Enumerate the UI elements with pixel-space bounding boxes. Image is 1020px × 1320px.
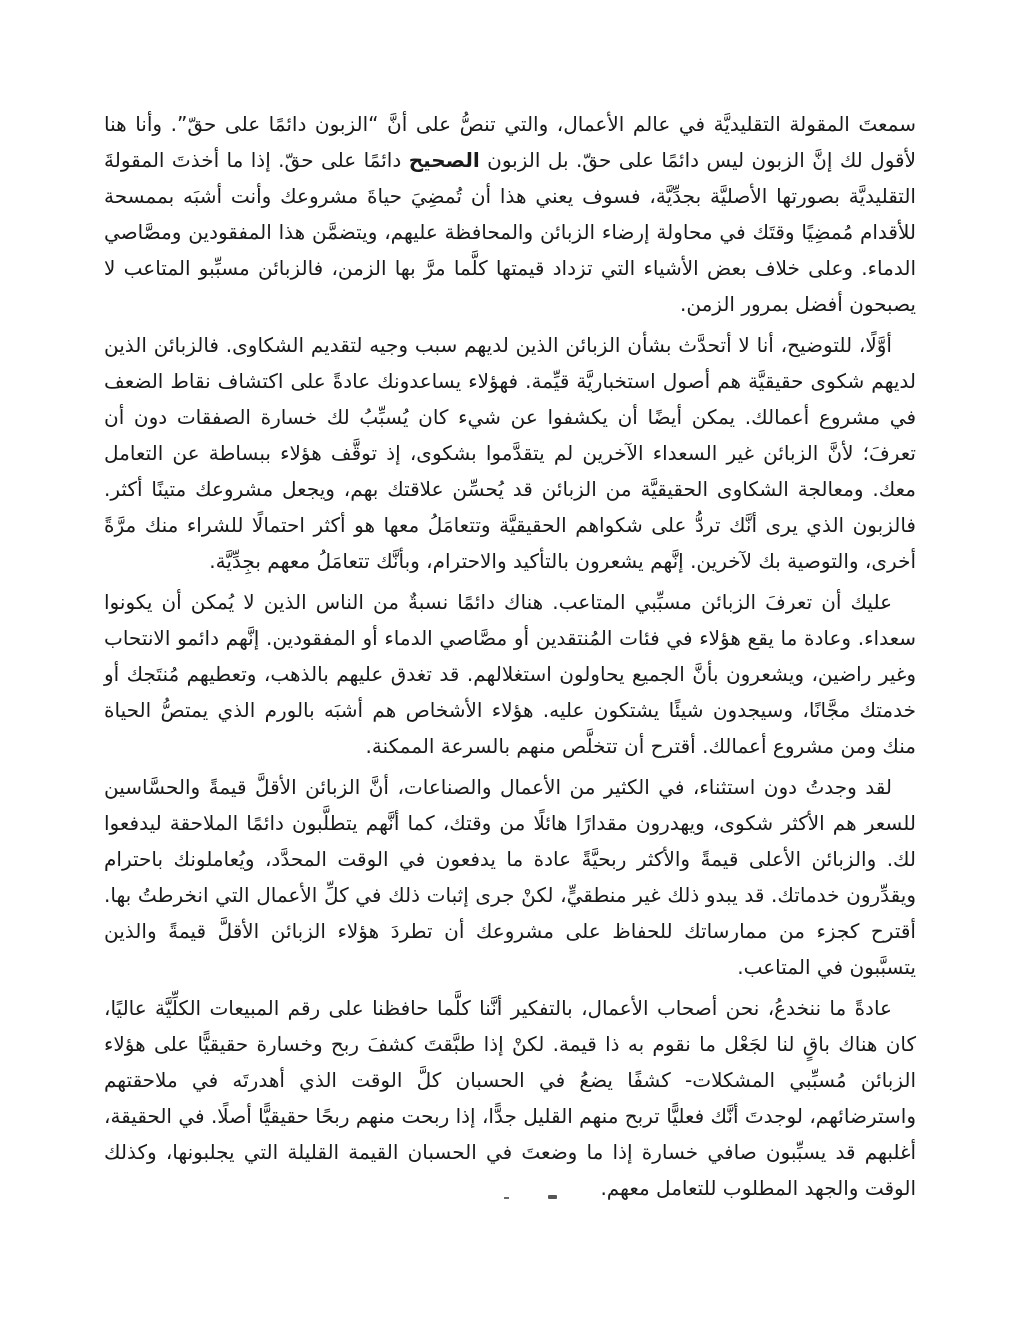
body-text [104, 106, 916, 1211]
paragraph-1-text-continued: دائمًا على حقّ. إذا ما أخذتَ المقولةَ التقليديَّة بصورتها الأصليَّة بجدِّيَّة، فسوف يعني هذا أن تُمضِيَ حياةَ مشروعك وأنت أشبَه بممسحة للأقدام مُمضِيًا وقتَك في محاولة إرضاء الزبائن والمحافظة عليهم، ويتضمَّن هذا المفقودين ومصَّاصي الدماء. وعلى خلاف بعض الأشياء التي تزداد قيمتها كلَّما مرَّ بها الزمن، فالزبائن مسبِّبو المتاعب لا يصبحون أفضل بمرور الزمن. [104, 148, 916, 316]
fragment-mark-right [548, 1195, 557, 1199]
paragraph-4: لقد وجدتُ دون استثناء، في الكثير من الأعمال والصناعات، أنَّ الزبائن الأقلَّ قيمةً والحسَّاسين للسعر هم الأكثر شكوى، ويهدرون مقدارًا هائلًا من وقتك، كما أنَّهم يتطلَّبون دائمًا الملاحقة ليدفعوا لك. والزبائن الأعلى قيمةً والأكثر ربحيَّةً عادة ما يدفعون في الوقت المحدَّد، ويُعاملونك باحترام ويقدِّرون خدماتك. قد يبدو ذلك غير منطقيٍّ، لكنْ جرى إثبات ذلك في كلِّ الأعمال التي انخرطتُ بها. أقترح كجزء من ممارساتك للحفاظ على مشروعك أن تطردَ هؤلاء الزبائن الأقلَّ قيمةً والذين يتسبَّبون في المتاعب. [104, 775, 916, 979]
paragraph-5: عادةً ما ننخدعُ، نحن أصحاب الأعمال، بالتفكير أنَّنا كلَّما حافظنا على رقم المبيعات الكلِّيَّة عاليًا، كان هناك باقٍ لنا لجَعْل ما نقوم به ذا قيمة. لكنْ إذا طبَّقتَ كشفَ ربح وخسارة حقيقيًّا على هؤلاء الزبائن مُسبِّبي المشكلات- كشفًا يضعُ في الحسبان كلَّ الوقت الذي أهدرتَه في ملاحقتهم واسترضائهم، لوجدتَ أنَّك فعليًّا تربح منهم القليل جدًّا، إذا ربحت منهم ربحًا حقيقيًّا أصلًا. في الحقيقة، أغلبهم قد يسبِّبون صافي خسارة إذا ما وضعتَ في الحسبان القيمة القليلة التي يجلبونها، وكذلك الوقت والجهد المطلوب للتعامل معهم. [103, 996, 916, 1200]
paragraph-1 [104, 106, 916, 322]
paragraph-1-text: سمعتَ المقولة التقليديَّة في عالم الأعمال، والتي تنصُّ على أنَّ “الزبون دائمًا على حقّ”. وأنا هنا لأقول لك إنَّ الزبون ليس دائمًا على حقّ. بل الزبون [104, 112, 916, 172]
clipped-text-fragment [500, 1194, 570, 1202]
paragraph-2: أوَّلًا، للتوضيح، أنا لا أتحدَّث بشأن الزبائن الذين لديهم سبب وجيه لتقديم الشكاوى. فالزبائن الذين لديهم شكوى حقيقيَّة هم أصول استخباريَّة قيِّمة. فهؤلاء يساعدونك عادةً على اكتشاف نقاط الضعف في مشروع أعمالك. يمكن أيضًا أن يكشفوا عن شيء كان يُسبِّبُ لك خسارة الصفقات دون أن تعرفَ؛ لأنَّ الزبائن غير السعداء الآخرين لم يتقدَّموا بشكوى، إذ توقَّف هؤلاء ببساطة عن التعامل معك. ومعالجة الشكاوى الحقيقيَّة من الزبائن قد يُحسِّن علاقتك بهم، ويجعل مشروعك متينًا أكثر. فالزبون الذي يرى أنَّك تردُّ على شكواهم الحقيقيَّة وتتعامَلُ معها هو أكثر احتمالًا للشراء منك مرَّةً أخرى، والتوصية بك لآخرين. إنَّهم يشعرون بالتأكيد والاحترام، وبأنَّك تتعامَلُ معهم بجِدِّيَّة. [104, 333, 916, 573]
emphasized-word: الصحيح [408, 148, 480, 172]
paragraph-3: عليك أن تعرفَ الزبائن مسبِّبي المتاعب. هناك دائمًا نسبةٌ من الناس الذين لا يُمكن أن يكونوا سعداء. وعادة ما يقع هؤلاء في فئات المُنتقدين أو مصَّاصي الدماء أو المفقودين. إنَّهم دائمو الانتحاب وغير راضين، ويشعرون بأنَّ الجميع يحاولون استغلالهم. قد تغدق عليهم بالذهب، وتعطيهم مُنتَجك أو خدمتك مجَّانًا، وسيجدون شيئًا يشتكون عليه. هؤلاء الأشخاص هم أشبَه بالورم الذي يمتصُّ الحياة منك ومن مشروع أعمالك. أقترح أن تتخلَّص منهم بالسرعة الممكنة. [104, 590, 916, 758]
fragment-mark-left [504, 1197, 509, 1199]
